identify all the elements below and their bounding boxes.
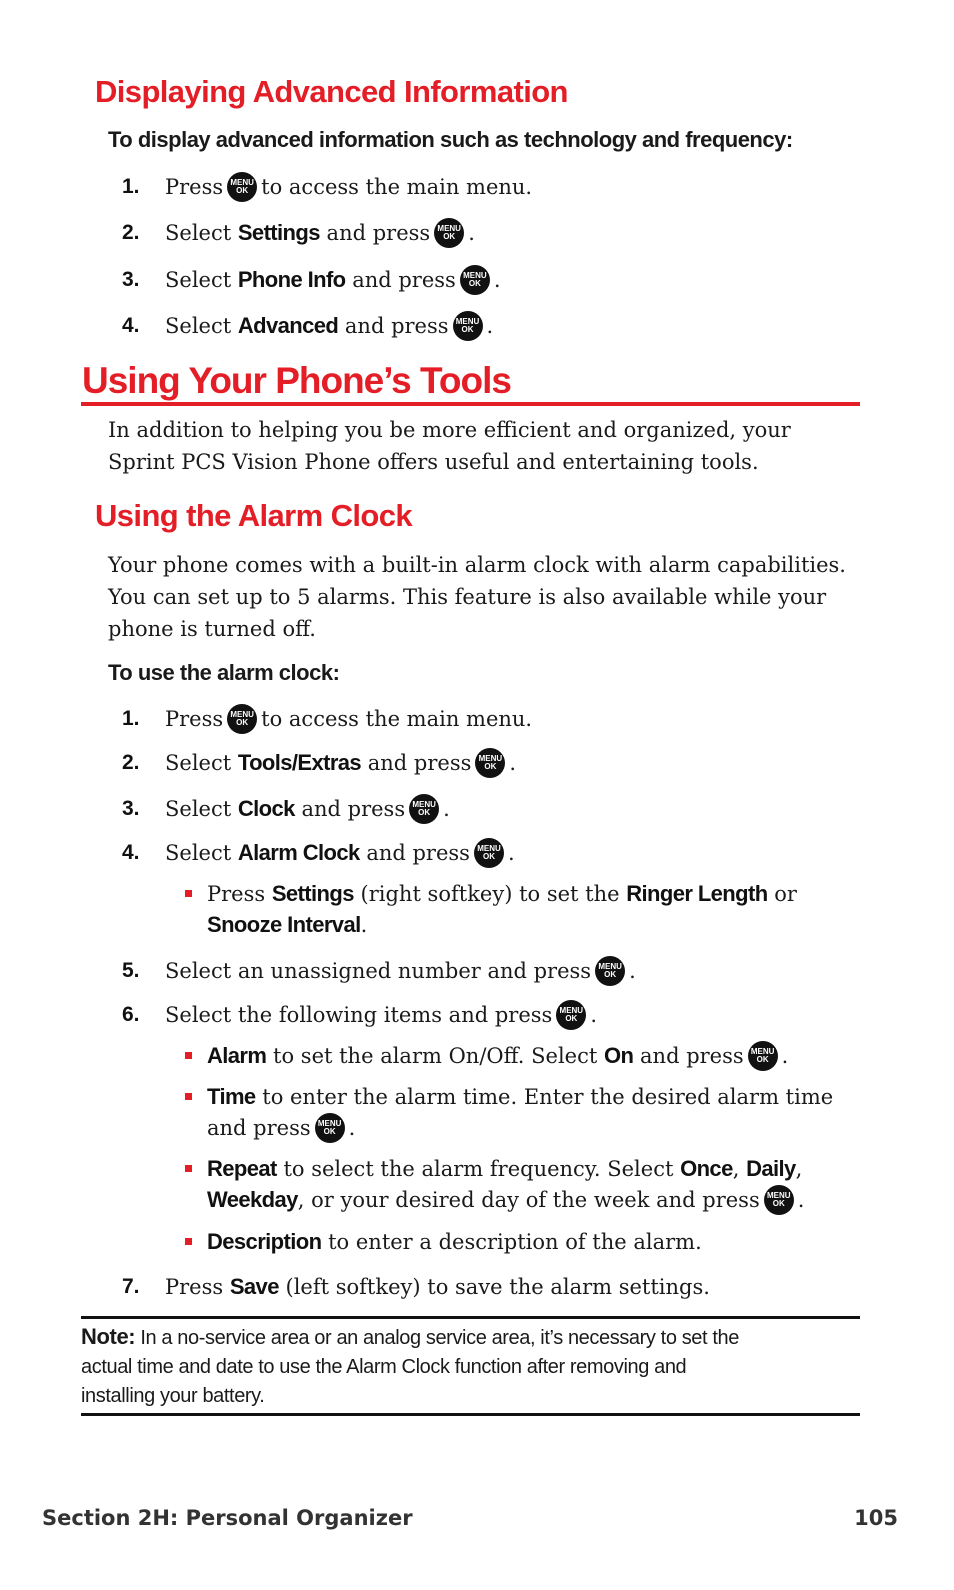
bullet-marker	[185, 1093, 192, 1100]
section-intro-advanced: To display advanced information such as technology and frequency:	[108, 127, 793, 152]
menu-ok-key-icon: MENU OK	[227, 172, 257, 202]
bullet-item: Time to enter the alarm time. Enter the desired alarm time and press MENU OK .	[185, 1081, 865, 1147]
step-text: to access the main menu.	[261, 175, 533, 199]
menu-ok-key-icon: MENU OK	[595, 956, 625, 986]
section-intro-alarm: To use the alarm clock:	[108, 660, 340, 685]
step-text: Press	[165, 707, 224, 731]
note-top-rule	[81, 1316, 860, 1319]
step-number: 1.	[122, 175, 140, 198]
bullet-item: Description to enter a description of the alarm.	[185, 1226, 865, 1260]
step-text: and press	[301, 797, 406, 821]
bullet-marker	[185, 1165, 192, 1172]
bullet-marker	[185, 1238, 192, 1245]
step-keyword: Phone Info	[237, 267, 346, 292]
step-text: Select	[165, 841, 232, 865]
step-text: and press	[352, 268, 456, 292]
step-number: 1.	[122, 707, 140, 730]
step-keyword: Advanced	[237, 313, 339, 338]
bullet-marker	[185, 1052, 192, 1059]
step-text: and press	[366, 841, 470, 865]
menu-ok-key-icon: MENU OK	[748, 1041, 778, 1071]
menu-ok-key-icon: MENU OK	[453, 311, 483, 341]
menu-ok-key-icon: MENU OK	[475, 748, 505, 778]
menu-ok-key-icon: MENU OK	[409, 794, 439, 824]
step-text: and press	[344, 314, 449, 338]
step-keyword: Save	[229, 1274, 279, 1299]
bullet-item: Alarm to set the alarm On/Off. Select On and press MENU OK .	[185, 1040, 865, 1074]
step-text: and press	[326, 221, 431, 245]
step-number: 4.	[122, 841, 140, 864]
note-box: Note: In a no-service area or an analog service area, it’s necessary to set the actual time and date to use the Alarm Clock function after removing and installing your battery.	[81, 1324, 739, 1407]
note-bottom-rule	[81, 1413, 860, 1416]
step-text: Press	[165, 175, 224, 199]
step-text: Select the following items and press	[165, 1003, 553, 1027]
step-text: (left softkey) to save the alarm settings.	[285, 1275, 710, 1299]
step-text: to access the main menu.	[261, 707, 533, 731]
section-heading-alarm: Using the Alarm Clock	[95, 498, 412, 533]
step-number: 2.	[122, 751, 140, 774]
step-number: 3.	[122, 797, 140, 820]
step-keyword: Alarm Clock	[237, 840, 360, 865]
menu-ok-key-icon: MENU OK	[474, 838, 504, 868]
step-text: Select	[165, 751, 232, 775]
menu-ok-key-icon: MENU OK	[764, 1185, 794, 1215]
bullet-item: Press Settings (right softkey) to set the Ringer Length or Snooze Interval.	[185, 878, 865, 942]
bullet-marker	[185, 890, 192, 897]
step-number: 5.	[122, 959, 140, 982]
step-text: Select	[165, 314, 232, 338]
step-number: 3.	[122, 268, 140, 291]
menu-ok-key-icon: MENU OK	[315, 1113, 345, 1143]
step-number: 7.	[122, 1275, 140, 1298]
step-text: and press	[367, 751, 472, 775]
alarm-paragraph: Your phone comes with a built-in alarm clock with alarm capabilities. You can set up to 5 alarms. This feature is also available while your phone is turned off.	[108, 553, 846, 641]
step-number: 4.	[122, 314, 140, 337]
step-text: Select	[165, 797, 232, 821]
step-keyword: Settings	[237, 220, 320, 245]
menu-ok-key-icon: MENU OK	[556, 1000, 586, 1030]
step-text: Select	[165, 268, 232, 292]
step-text: Select	[165, 221, 232, 245]
step-keyword: Clock	[237, 796, 295, 821]
step-text: Press	[165, 1275, 224, 1299]
menu-ok-key-icon: MENU OK	[227, 704, 257, 734]
intro-paragraph: In addition to helping you be more efficient and organized, your Sprint PCS Vision Phone offers useful and entertaining tools.	[108, 418, 791, 474]
step-text: Select an unassigned number and press	[165, 959, 592, 983]
page-number: 105	[854, 1506, 898, 1530]
title-underline	[81, 402, 860, 406]
bullet-item: Repeat to select the alarm frequency. Select Once, Daily, Weekday , or your desired day of the week and press MENU OK .	[185, 1153, 865, 1219]
menu-ok-key-icon: MENU OK	[434, 218, 464, 248]
step-number: 2.	[122, 221, 140, 244]
step-keyword: Tools/Extras	[237, 750, 362, 775]
step-number: 6.	[122, 1003, 140, 1026]
menu-ok-key-icon: MENU OK	[460, 265, 490, 295]
note-label: Note:	[81, 1324, 136, 1349]
page-title: Using Your Phone’s Tools	[82, 360, 511, 401]
footer-section: Section 2H: Personal Organizer	[42, 1506, 413, 1530]
section-heading-advanced: Displaying Advanced Information	[95, 74, 568, 109]
